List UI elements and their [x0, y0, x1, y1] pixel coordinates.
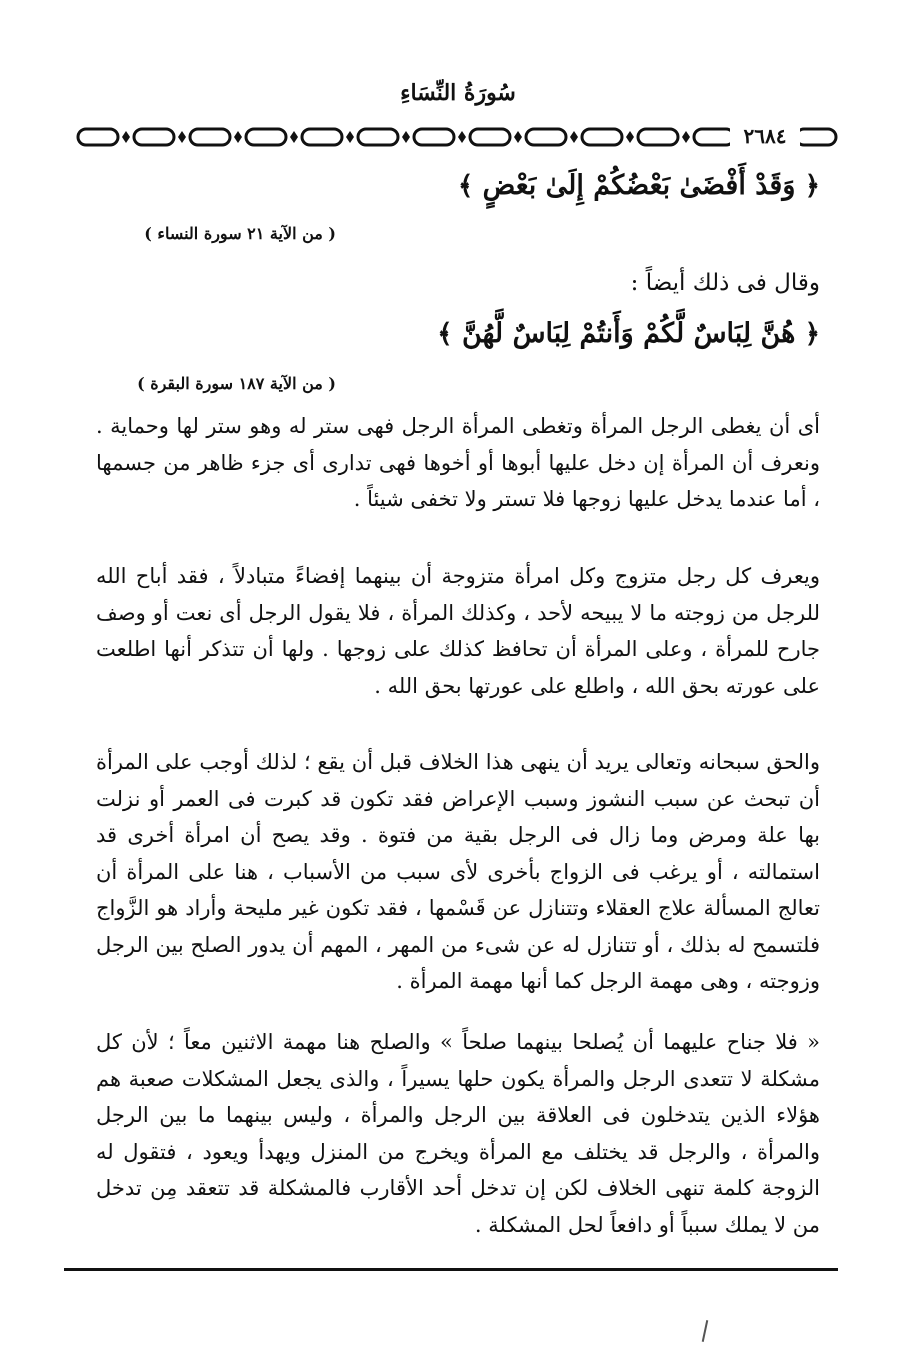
- verse-citation: ( من الآية ٢١ سورة النساء ): [144, 224, 336, 243]
- quran-verse-2: [437, 318, 820, 349]
- verse-text: وَقَدْ أَفْضَىٰ بَعْضُكُمْ إِلَىٰ بَعْضٍ: [482, 170, 796, 201]
- surah-title: سُورَةُ النِّسَاءِ: [400, 80, 516, 106]
- verse-citation: ( من الآية ١٨٧ سورة البقرة ): [137, 374, 336, 393]
- intro-line: وقال فى ذلك أيضاً :: [630, 270, 820, 296]
- verse-close-bracket: ﴾: [437, 319, 453, 349]
- page-number: ٢٦٨٤: [730, 122, 800, 150]
- paragraph: أى أن يغطى الرجل المرأة وتغطى المرأة الرجل فهى ستر له وهو ستر لها وحماية . ونعرف أن المرأة إن دخل عليها أبوها أو أخوها فهى تدارى أى جزء ظاهر من جسمها ، أما عندما يدخل عليها زوجها فلا تستر ولا تخفى شيئاً .: [96, 414, 820, 511]
- verse-open-bracket: ﴿: [804, 319, 820, 349]
- chain-ornament-icon: [72, 124, 842, 150]
- paragraph: والحق سبحانه وتعالى يريد أن ينهى هذا الخلاف قبل أن يقع ؛ لذلك أوجب على المرأة أن تبحث عن سبب النشوز وسبب الإعراض فقد تكون قد كبرت فى العمر أو نزلت بها علة ومرض وما زال فى الرجل بقية من فتوة . وقد يصح أن امرأة أخرى قد استمالته ، أو يرغب فى الزواج بأخرى لأى سبب من الأسباب ، هنا على المرأة أن تعالج المسألة علاج العقلاء وتتنازل عن قَسْمها ، فقد تكون غير مليحة وأراد هو الزَّواج فلتسمح له بذلك ، أو تتنازل له عن شىء من المهر ، المهم أن يدور الصلح بين الرجل وزوجته ، وهى مهمة الرجل كما أنها مهمة المرأة .: [96, 750, 820, 993]
- verse-open-bracket: ﴿: [804, 171, 820, 201]
- verse-close-bracket: ﴾: [457, 171, 474, 201]
- verse-text: هُنَّ لِبَاسٌ لَّكُمْ وَأَنتُمْ لِبَاسٌ لَّهُنَّ: [461, 318, 796, 349]
- ornament-divider: [72, 124, 842, 150]
- scan-mark: [702, 1320, 709, 1342]
- footer-rule: [64, 1268, 838, 1271]
- paragraph: ويعرف كل رجل متزوج وكل امرأة متزوجة أن بينهما إفضاءً متبادلاً ، فقد أباح الله للرجل من زوجته ما لا يبيحه لأحد ، وكذلك المرأة ، فلا يقول الرجل أى نعت أو وصف جارح للمرأة ، وعلى المرأة أن تحافظ كذلك على زوجها . ولها أن تتذكر أنها اطلعت على عورته بحق الله ، واطلع على عورتها بحق الله .: [96, 564, 820, 698]
- quran-verse-1: [458, 170, 820, 201]
- paragraph: « فلا جناح عليهما أن يُصلحا بينهما صلحاً » والصلح هنا مهمة الاثنين معاً ؛ لأن كل مشكلة لا تتعدى الرجل والمرأة يكون حلها يسيراً ، والذى يجعل المشكلات صعبة هم هؤلاء الذين يتدخلون فى العلاقة بين الرجل والمرأة ، وليس بينهما ما بين الرجل والمرأة ، والرجل قد يختلف مع المرأة ويخرج من المنزل ويهدأ ويعود ، فتقول له الزوجة كلمة تنهى الخلاف لكن إن تدخل أحد الأقارب فالمشكلة قد تتعقد مِن تدخل من لا يملك سبباً أو دافعاً لحل المشكلة .: [96, 1030, 820, 1237]
